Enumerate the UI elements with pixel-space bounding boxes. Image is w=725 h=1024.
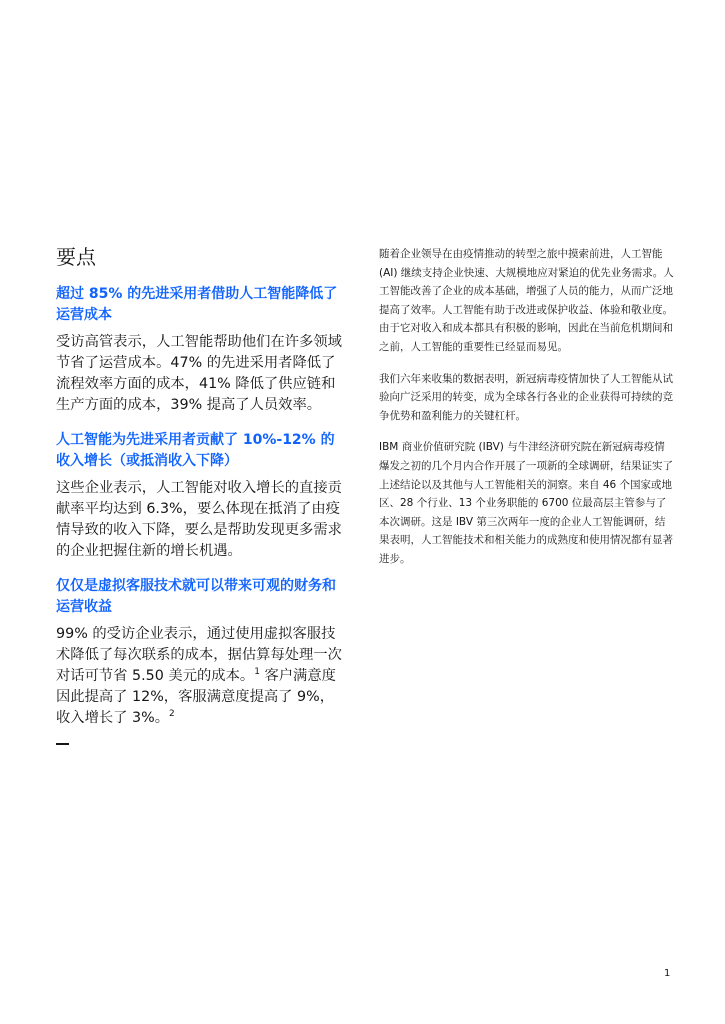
key-point-body	[56, 624, 348, 729]
key-point	[56, 576, 348, 729]
key-points-column	[56, 244, 348, 745]
section-heading: 要点	[56, 245, 96, 269]
intro-paragraph: 我们六年来收集的数据表明，新冠病毒疫情加快了人工智能从试验向广泛采用的转变，成为全球各行各业的企业获得可持续的竞争优势和盈利能力的关键杠杆。	[379, 372, 673, 422]
key-point-title: 超过 85% 的先进采用者借助人工智能降低了运营成本	[56, 286, 338, 323]
key-point	[56, 430, 348, 562]
intro-paragraph: IBM 商业价值研究院 (IBV) 与牛津经济研究院在新冠病毒疫情爆发之初的几个月内合作开展了一项新的全球调研，结果证实了上述结论以及其他与人工智能相关的洞察。来自 46 个国家或地区、28 个行业、13 个业务职能的 6700 位最高层主管参与了本次调研。这是 IBV 第三次两年一度的企业人工智能调研，结果表明，人工智能技术和相关能力的成熟度和使用情况都有显著进步。	[379, 441, 673, 565]
key-point	[56, 284, 348, 416]
section-end-dash	[56, 743, 69, 745]
footnote-ref[interactable]: 2	[169, 709, 175, 720]
intro-column	[379, 245, 675, 582]
key-point-body: 受访高管表示，人工智能帮助他们在许多领域节省了运营成本。47% 的先进采用者降低了流程效率方面的成本，41% 降低了供应链和生产方面的成本，39% 提高了人员效率。	[56, 334, 342, 413]
intro-paragraph: 随着企业领导在由疫情推动的转型之旅中摸索前进，人工智能 (AI) 继续支持企业快速、大规模地应对紧迫的优先业务需求。人工智能改善了企业的成本基础，增强了人员的能力，从而广泛地提高了效率。人工智能有助于改进或保护收益、体验和敬业度。由于它对收入和成本都具有积极的影响，因此在当前危机期间和之前，人工智能的重要性已经显而易见。	[379, 248, 674, 353]
footnote-ref[interactable]: 1	[254, 667, 260, 678]
key-point-body-text: 客户满意度因此提高了 12%，客服满意度提高了 9%，收入增长了 3%。	[56, 668, 336, 726]
key-point-title: 人工智能为先进采用者贡献了 10%-12% 的收入增长（或抵消收入下降）	[56, 432, 335, 469]
key-point-body: 这些企业表示，人工智能对收入增长的直接贡献率平均达到 6.3%，要么体现在抵消了由疫情导致的收入下降，要么是帮助发现更多需求的企业把握住新的增长机遇。	[56, 480, 342, 559]
key-point-body-text: 99% 的受访企业表示，通过使用虚拟客服技术降低了每次联系的成本，据估算每处理一次对话可节省 5.50 美元的成本。	[56, 626, 342, 684]
key-point-title: 仅仅是虚拟客服技术就可以带来可观的财务和运营收益	[56, 578, 336, 615]
page-number: 1	[664, 968, 671, 979]
